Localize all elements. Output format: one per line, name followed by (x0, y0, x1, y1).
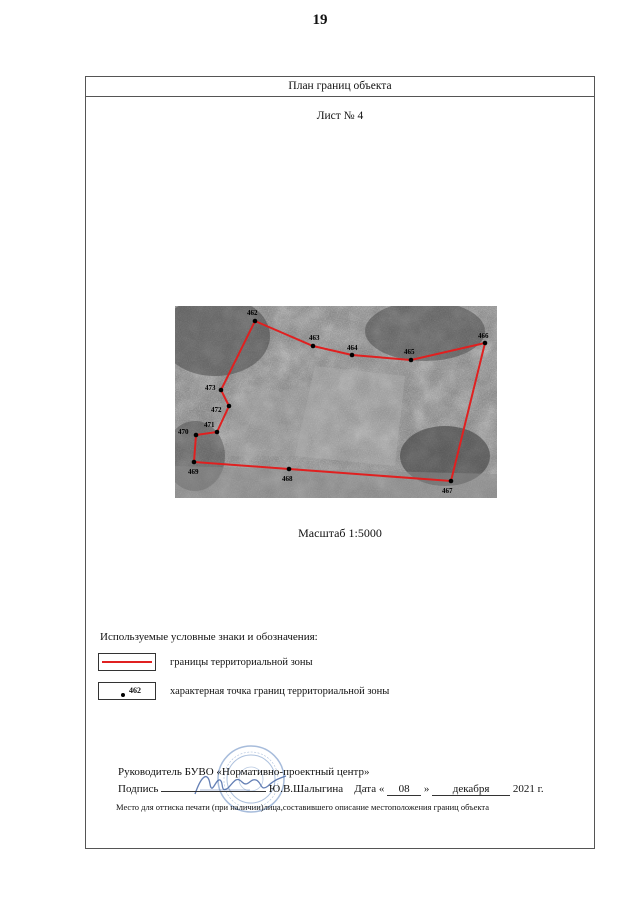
svg-text:473: 473 (205, 384, 216, 392)
sign-label: Подпись (118, 783, 159, 795)
red-line-icon (102, 661, 152, 663)
svg-text:464: 464 (347, 344, 358, 352)
signer-name: Ю.В.Шалыгина (268, 783, 344, 795)
legend-point-label: характерная точка границ территориальной зоны (170, 686, 390, 697)
svg-text:462: 462 (247, 309, 258, 317)
date-label: Дата « (354, 783, 385, 795)
svg-text:471: 471 (204, 421, 215, 429)
svg-text:472: 472 (211, 406, 222, 414)
legend-title: Используемые условные знаки и обозначения: (100, 631, 318, 643)
date-day: 08 (387, 783, 421, 796)
date-quote-close: » (423, 783, 430, 795)
date-month: декабря (432, 783, 510, 796)
map-svg (175, 306, 497, 498)
legend-point-sample (98, 682, 156, 700)
scale-label: Масштаб 1:5000 (298, 526, 382, 540)
legend-line-label: границы территориальной зоны (170, 657, 313, 668)
director-line: Руководитель БУВО «Нормативно-проектный центр» (118, 766, 370, 778)
svg-text:463: 463 (309, 334, 320, 342)
point-dot-icon (121, 693, 125, 697)
svg-text:470: 470 (178, 428, 189, 436)
plan-frame (85, 76, 595, 849)
svg-text:466: 466 (478, 332, 489, 340)
legend-point-number: 462 (129, 686, 141, 695)
signature-underline (161, 781, 266, 792)
stamp-note: Место для оттиска печати (при наличии)лица,составившего описание местоположения границ объекта (116, 802, 489, 812)
legend-line-sample (98, 653, 156, 671)
plan-title: План границ объекта (86, 77, 594, 97)
sign-date-line (118, 781, 588, 796)
svg-text:468: 468 (282, 475, 293, 483)
sheet-label: Лист № 4 (316, 110, 364, 122)
svg-text:465: 465 (404, 348, 415, 356)
aerial-map (175, 306, 497, 498)
page-number: 19 (312, 12, 328, 28)
date-year: 2021 г. (512, 783, 544, 795)
svg-text:467: 467 (442, 487, 453, 495)
svg-text:469: 469 (188, 468, 199, 476)
